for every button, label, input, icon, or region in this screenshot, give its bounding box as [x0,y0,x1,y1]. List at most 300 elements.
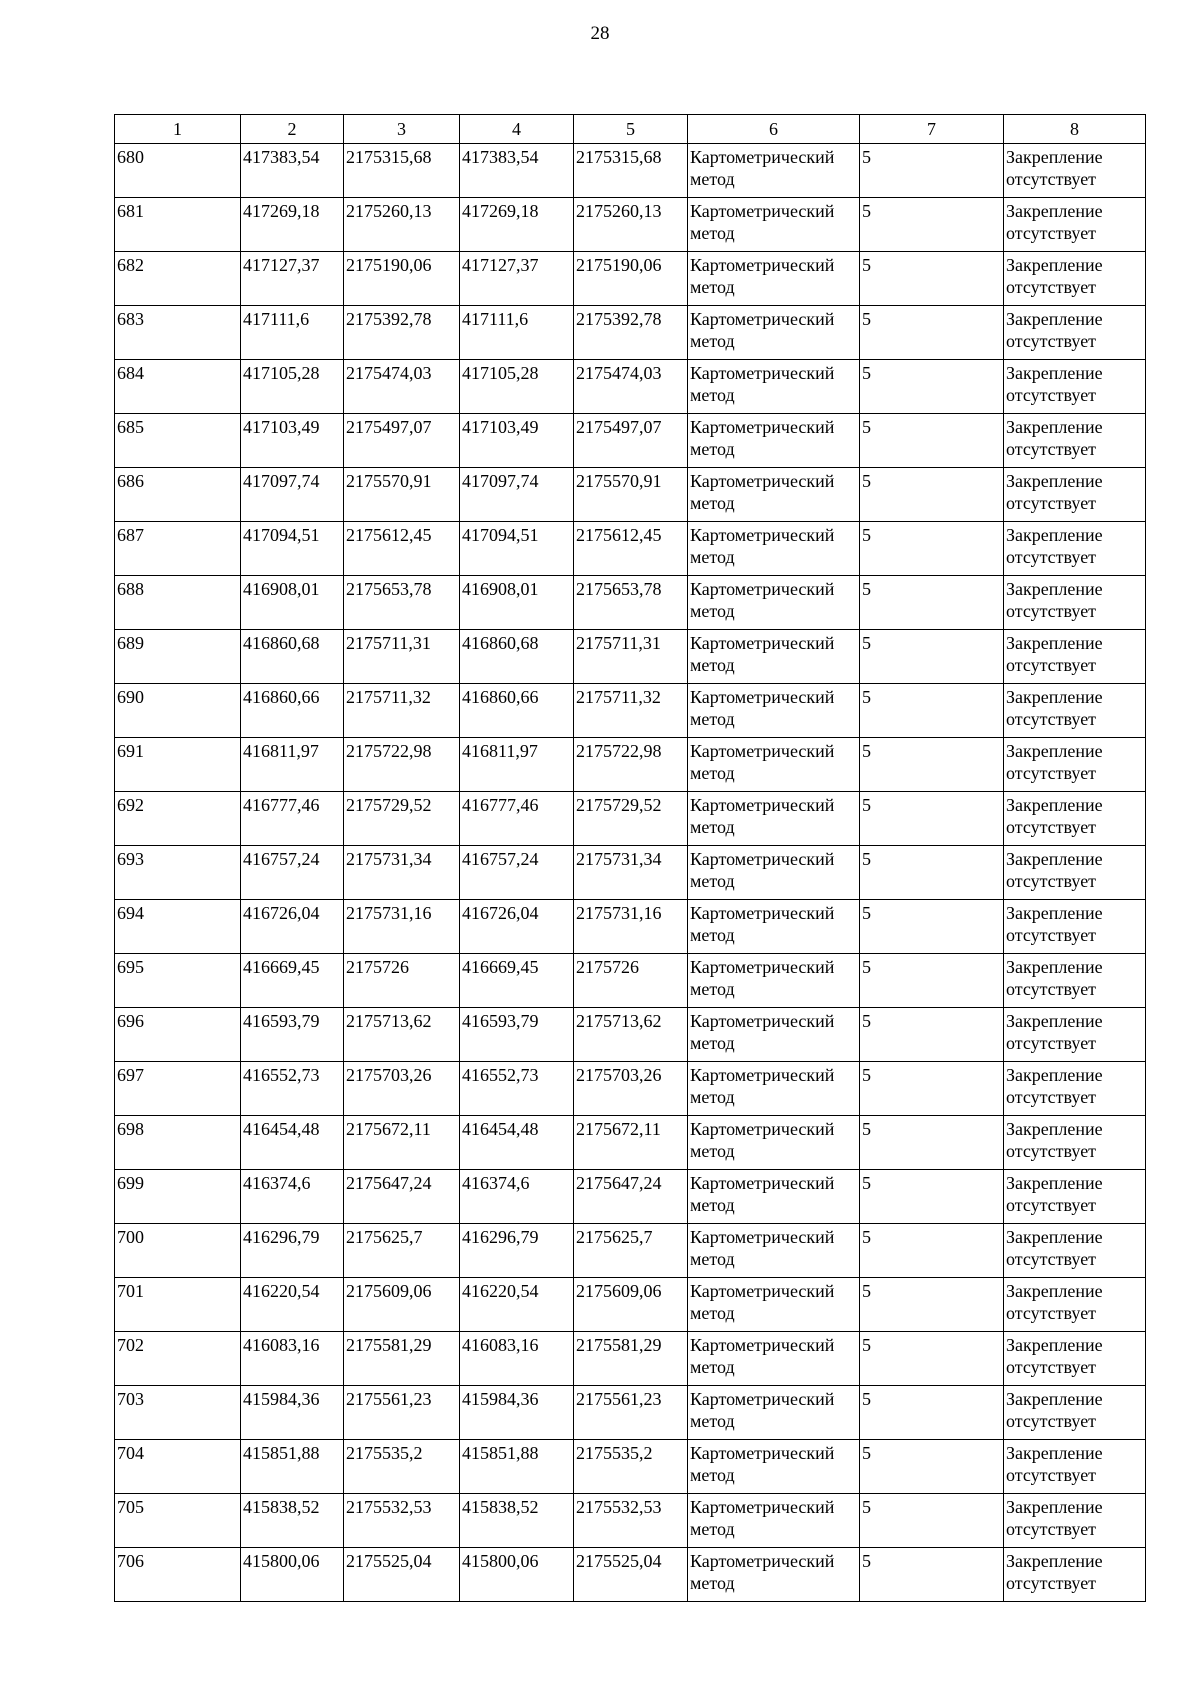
method-cell-line-1: Картометрический [690,579,835,599]
header-cell-1: 1 [115,115,241,144]
fixing-cell-line-1: Закрепление [1006,417,1103,437]
method-cell [688,360,860,414]
y-coord-cell: 2175581,29 [344,1332,460,1386]
y-coord-2-cell: 2175525,04 [574,1548,688,1602]
fixing-cell-line-2: отсутствует [1006,1303,1097,1323]
method-cell-line-1: Картометрический [690,1281,835,1301]
accuracy-cell: 5 [860,1440,1004,1494]
point-number-cell: 701 [115,1278,241,1332]
method-cell-line-2: метод [690,1303,735,1323]
fixing-cell-line-1: Закрепление [1006,1065,1103,1085]
x-coord-2-cell: 416296,79 [460,1224,574,1278]
accuracy-cell: 5 [860,1170,1004,1224]
point-number-cell: 693 [115,846,241,900]
x-coord-2-cell: 416860,68 [460,630,574,684]
table-row [115,738,1146,792]
method-cell [688,1440,860,1494]
point-number-cell: 695 [115,954,241,1008]
x-coord-cell: 417111,6 [241,306,344,360]
method-cell [688,1278,860,1332]
point-number-cell: 704 [115,1440,241,1494]
fixing-cell-line-1: Закрепление [1006,1173,1103,1193]
method-cell-line-1: Картометрический [690,201,835,221]
fixing-cell-line-1: Закрепление [1006,201,1103,221]
fixing-cell-line-2: отсутствует [1006,709,1097,729]
x-coord-cell: 417097,74 [241,468,344,522]
method-cell-line-2: метод [690,1141,735,1161]
method-cell-line-1: Картометрический [690,309,835,329]
y-coord-2-cell: 2175731,16 [574,900,688,954]
table-row [115,1440,1146,1494]
x-coord-2-cell: 416669,45 [460,954,574,1008]
fixing-cell [1004,306,1146,360]
accuracy-cell: 5 [860,1386,1004,1440]
accuracy-cell: 5 [860,1494,1004,1548]
fixing-cell-line-1: Закрепление [1006,1443,1103,1463]
fixing-cell [1004,414,1146,468]
point-number-cell: 688 [115,576,241,630]
method-cell [688,630,860,684]
fixing-cell-line-2: отсутствует [1006,439,1097,459]
fixing-cell [1004,1278,1146,1332]
header-cell-8: 8 [1004,115,1146,144]
table-row [115,144,1146,198]
point-number-cell: 684 [115,360,241,414]
method-cell [688,1224,860,1278]
x-coord-2-cell: 417103,49 [460,414,574,468]
x-coord-cell: 416454,48 [241,1116,344,1170]
table-row [115,1494,1146,1548]
header-cell-6: 6 [688,115,860,144]
method-cell [688,792,860,846]
point-number-cell: 691 [115,738,241,792]
fixing-cell [1004,1332,1146,1386]
fixing-cell [1004,954,1146,1008]
fixing-cell-line-2: отсутствует [1006,331,1097,351]
table-row [115,1548,1146,1602]
method-cell-line-2: метод [690,277,735,297]
method-cell [688,684,860,738]
y-coord-cell: 2175731,16 [344,900,460,954]
fixing-cell-line-2: отсутствует [1006,1087,1097,1107]
y-coord-2-cell: 2175474,03 [574,360,688,414]
x-coord-2-cell: 417105,28 [460,360,574,414]
fixing-cell-line-2: отсутствует [1006,547,1097,567]
y-coord-2-cell: 2175625,7 [574,1224,688,1278]
method-cell-line-1: Картометрический [690,687,835,707]
table-row [115,684,1146,738]
method-cell-line-1: Картометрический [690,849,835,869]
accuracy-cell: 5 [860,522,1004,576]
method-cell-line-2: метод [690,763,735,783]
method-cell-line-2: метод [690,979,735,999]
point-number-cell: 702 [115,1332,241,1386]
page-number: 28 [590,23,610,44]
x-coord-2-cell: 416811,97 [460,738,574,792]
accuracy-cell: 5 [860,360,1004,414]
y-coord-cell: 2175609,06 [344,1278,460,1332]
method-cell-line-2: метод [690,1087,735,1107]
accuracy-cell: 5 [860,198,1004,252]
y-coord-2-cell: 2175711,32 [574,684,688,738]
fixing-cell-line-1: Закрепление [1006,957,1103,977]
fixing-cell-line-1: Закрепление [1006,1119,1103,1139]
table-row [115,1278,1146,1332]
method-cell-line-1: Картометрический [690,633,835,653]
method-cell-line-1: Картометрический [690,741,835,761]
method-cell-line-2: метод [690,493,735,513]
x-coord-cell: 415851,88 [241,1440,344,1494]
method-cell-line-1: Картометрический [690,1065,835,1085]
coordinates-table [114,114,1146,1602]
x-coord-cell: 417269,18 [241,198,344,252]
y-coord-2-cell: 2175729,52 [574,792,688,846]
fixing-cell-line-2: отсутствует [1006,817,1097,837]
accuracy-cell: 5 [860,468,1004,522]
x-coord-2-cell: 417094,51 [460,522,574,576]
y-coord-2-cell: 2175535,2 [574,1440,688,1494]
fixing-cell-line-2: отсутствует [1006,1141,1097,1161]
y-coord-cell: 2175561,23 [344,1386,460,1440]
y-coord-cell: 2175653,78 [344,576,460,630]
point-number-cell: 694 [115,900,241,954]
table-row [115,1332,1146,1386]
method-cell [688,576,860,630]
method-cell-line-1: Картометрический [690,1011,835,1031]
fixing-cell-line-2: отсутствует [1006,1465,1097,1485]
method-cell [688,522,860,576]
y-coord-cell: 2175672,11 [344,1116,460,1170]
fixing-cell-line-2: отсутствует [1006,1573,1097,1593]
y-coord-2-cell: 2175726 [574,954,688,1008]
method-cell [688,738,860,792]
y-coord-cell: 2175570,91 [344,468,460,522]
fixing-cell-line-2: отсутствует [1006,871,1097,891]
point-number-cell: 696 [115,1008,241,1062]
fixing-cell-line-1: Закрепление [1006,687,1103,707]
accuracy-cell: 5 [860,846,1004,900]
fixing-cell [1004,1062,1146,1116]
header-cell-5: 5 [574,115,688,144]
method-cell-line-1: Картометрический [690,1173,835,1193]
header-cell-4: 4 [460,115,574,144]
table-row [115,306,1146,360]
accuracy-cell: 5 [860,1224,1004,1278]
x-coord-cell: 416593,79 [241,1008,344,1062]
y-coord-2-cell: 2175561,23 [574,1386,688,1440]
x-coord-2-cell: 417097,74 [460,468,574,522]
fixing-cell [1004,1494,1146,1548]
point-number-cell: 690 [115,684,241,738]
x-coord-2-cell: 415838,52 [460,1494,574,1548]
x-coord-cell: 416726,04 [241,900,344,954]
y-coord-2-cell: 2175570,91 [574,468,688,522]
method-cell-line-1: Картометрический [690,903,835,923]
point-number-cell: 699 [115,1170,241,1224]
accuracy-cell: 5 [860,738,1004,792]
table-row [115,954,1146,1008]
method-cell-line-2: метод [690,439,735,459]
method-cell [688,1008,860,1062]
method-cell-line-2: метод [690,925,735,945]
fixing-cell [1004,522,1146,576]
x-coord-2-cell: 415800,06 [460,1548,574,1602]
x-coord-cell: 417105,28 [241,360,344,414]
accuracy-cell: 5 [860,900,1004,954]
accuracy-cell: 5 [860,252,1004,306]
x-coord-2-cell: 416777,46 [460,792,574,846]
method-cell-line-1: Картометрический [690,525,835,545]
accuracy-cell: 5 [860,306,1004,360]
x-coord-2-cell: 415851,88 [460,1440,574,1494]
fixing-cell-line-2: отсутствует [1006,1519,1097,1539]
accuracy-cell: 5 [860,414,1004,468]
point-number-cell: 680 [115,144,241,198]
method-cell [688,1062,860,1116]
point-number-cell: 700 [115,1224,241,1278]
method-cell-line-1: Картометрический [690,1389,835,1409]
x-coord-2-cell: 416757,24 [460,846,574,900]
method-cell-line-1: Картометрический [690,1551,835,1571]
fixing-cell-line-2: отсутствует [1006,925,1097,945]
fixing-cell-line-2: отсутствует [1006,979,1097,999]
fixing-cell [1004,1440,1146,1494]
fixing-cell-line-1: Закрепление [1006,309,1103,329]
point-number-cell: 686 [115,468,241,522]
header-cell-3: 3 [344,115,460,144]
table-row [115,468,1146,522]
table-row [115,630,1146,684]
fixing-cell-line-1: Закрепление [1006,525,1103,545]
fixing-cell-line-1: Закрепление [1006,1227,1103,1247]
y-coord-cell: 2175713,62 [344,1008,460,1062]
fixing-cell-line-2: отсутствует [1006,277,1097,297]
fixing-cell-line-2: отсутствует [1006,223,1097,243]
fixing-cell [1004,792,1146,846]
fixing-cell-line-1: Закрепление [1006,579,1103,599]
x-coord-cell: 417127,37 [241,252,344,306]
y-coord-2-cell: 2175392,78 [574,306,688,360]
table-row [115,792,1146,846]
fixing-cell-line-2: отсутствует [1006,601,1097,621]
fixing-cell-line-1: Закрепление [1006,363,1103,383]
point-number-cell: 705 [115,1494,241,1548]
fixing-cell-line-2: отсутствует [1006,1249,1097,1269]
fixing-cell-line-1: Закрепление [1006,1497,1103,1517]
method-cell-line-2: метод [690,601,735,621]
x-coord-2-cell: 416220,54 [460,1278,574,1332]
x-coord-2-cell: 416454,48 [460,1116,574,1170]
x-coord-cell: 416860,66 [241,684,344,738]
fixing-cell [1004,144,1146,198]
x-coord-cell: 416669,45 [241,954,344,1008]
method-cell-line-1: Картометрический [690,147,835,167]
x-coord-2-cell: 416552,73 [460,1062,574,1116]
fixing-cell [1004,576,1146,630]
method-cell [688,468,860,522]
fixing-cell [1004,198,1146,252]
method-cell-line-2: метод [690,1249,735,1269]
x-coord-cell: 416552,73 [241,1062,344,1116]
table-row [115,846,1146,900]
fixing-cell-line-2: отсутствует [1006,1411,1097,1431]
point-number-cell: 703 [115,1386,241,1440]
fixing-cell [1004,684,1146,738]
accuracy-cell: 5 [860,1278,1004,1332]
header-cell-7: 7 [860,115,1004,144]
method-cell-line-2: метод [690,1195,735,1215]
method-cell-line-2: метод [690,1465,735,1485]
y-coord-cell: 2175190,06 [344,252,460,306]
method-cell-line-1: Картометрический [690,255,835,275]
fixing-cell-line-2: отсутствует [1006,493,1097,513]
method-cell [688,1548,860,1602]
method-cell-line-1: Картометрический [690,1335,835,1355]
method-cell-line-2: метод [690,547,735,567]
x-coord-2-cell: 417269,18 [460,198,574,252]
x-coord-cell: 417103,49 [241,414,344,468]
y-coord-2-cell: 2175532,53 [574,1494,688,1548]
point-number-cell: 689 [115,630,241,684]
x-coord-2-cell: 416083,16 [460,1332,574,1386]
accuracy-cell: 5 [860,792,1004,846]
accuracy-cell: 5 [860,1116,1004,1170]
table-row [115,198,1146,252]
accuracy-cell: 5 [860,1548,1004,1602]
y-coord-2-cell: 2175722,98 [574,738,688,792]
method-cell [688,414,860,468]
fixing-cell [1004,1548,1146,1602]
fixing-cell-line-1: Закрепление [1006,741,1103,761]
fixing-cell [1004,360,1146,414]
y-coord-cell: 2175532,53 [344,1494,460,1548]
y-coord-cell: 2175474,03 [344,360,460,414]
fixing-cell-line-1: Закрепление [1006,1551,1103,1571]
x-coord-cell: 417094,51 [241,522,344,576]
fixing-cell [1004,846,1146,900]
y-coord-2-cell: 2175581,29 [574,1332,688,1386]
fixing-cell-line-1: Закрепление [1006,633,1103,653]
fixing-cell [1004,1116,1146,1170]
fixing-cell-line-2: отсутствует [1006,763,1097,783]
method-cell [688,900,860,954]
method-cell-line-2: метод [690,1411,735,1431]
y-coord-2-cell: 2175612,45 [574,522,688,576]
method-cell [688,954,860,1008]
method-cell [688,1386,860,1440]
table-row [115,1116,1146,1170]
fixing-cell-line-1: Закрепление [1006,795,1103,815]
method-cell-line-2: метод [690,223,735,243]
header-cell-2: 2 [241,115,344,144]
fixing-cell [1004,1170,1146,1224]
fixing-cell [1004,900,1146,954]
method-cell-line-2: метод [690,385,735,405]
method-cell-line-1: Картометрический [690,957,835,977]
method-cell-line-2: метод [690,1033,735,1053]
x-coord-cell: 415984,36 [241,1386,344,1440]
method-cell [688,1332,860,1386]
x-coord-2-cell: 417383,54 [460,144,574,198]
point-number-cell: 683 [115,306,241,360]
y-coord-cell: 2175731,34 [344,846,460,900]
fixing-cell [1004,468,1146,522]
x-coord-cell: 416220,54 [241,1278,344,1332]
method-cell [688,1116,860,1170]
y-coord-2-cell: 2175315,68 [574,144,688,198]
accuracy-cell: 5 [860,576,1004,630]
method-cell-line-1: Картометрический [690,1443,835,1463]
y-coord-2-cell: 2175711,31 [574,630,688,684]
x-coord-cell: 416777,46 [241,792,344,846]
table-row [115,1386,1146,1440]
x-coord-2-cell: 416860,66 [460,684,574,738]
fixing-cell-line-2: отсутствует [1006,385,1097,405]
x-coord-2-cell: 416726,04 [460,900,574,954]
fixing-cell [1004,1008,1146,1062]
point-number-cell: 682 [115,252,241,306]
y-coord-cell: 2175535,2 [344,1440,460,1494]
fixing-cell [1004,1224,1146,1278]
x-coord-2-cell: 416908,01 [460,576,574,630]
method-cell [688,1170,860,1224]
method-cell-line-2: метод [690,871,735,891]
y-coord-2-cell: 2175713,62 [574,1008,688,1062]
method-cell-line-2: метод [690,1573,735,1593]
y-coord-cell: 2175260,13 [344,198,460,252]
x-coord-cell: 416083,16 [241,1332,344,1386]
x-coord-2-cell: 415984,36 [460,1386,574,1440]
table-row [115,1008,1146,1062]
table-row [115,252,1146,306]
fixing-cell-line-2: отсутствует [1006,1195,1097,1215]
x-coord-cell: 416757,24 [241,846,344,900]
fixing-cell-line-1: Закрепление [1006,1281,1103,1301]
fixing-cell-line-1: Закрепление [1006,147,1103,167]
fixing-cell [1004,1386,1146,1440]
table-header [115,115,1146,144]
y-coord-cell: 2175703,26 [344,1062,460,1116]
fixing-cell [1004,252,1146,306]
fixing-cell-line-2: отсутствует [1006,655,1097,675]
fixing-cell-line-1: Закрепление [1006,1011,1103,1031]
y-coord-cell: 2175612,45 [344,522,460,576]
y-coord-cell: 2175315,68 [344,144,460,198]
point-number-cell: 698 [115,1116,241,1170]
accuracy-cell: 5 [860,954,1004,1008]
fixing-cell-line-1: Закрепление [1006,903,1103,923]
y-coord-2-cell: 2175731,34 [574,846,688,900]
table-row [115,1224,1146,1278]
y-coord-2-cell: 2175609,06 [574,1278,688,1332]
point-number-cell: 697 [115,1062,241,1116]
accuracy-cell: 5 [860,684,1004,738]
point-number-cell: 687 [115,522,241,576]
fixing-cell-line-2: отсутствует [1006,169,1097,189]
y-coord-2-cell: 2175647,24 [574,1170,688,1224]
y-coord-cell: 2175497,07 [344,414,460,468]
fixing-cell [1004,630,1146,684]
y-coord-cell: 2175647,24 [344,1170,460,1224]
table-row [115,360,1146,414]
y-coord-2-cell: 2175703,26 [574,1062,688,1116]
fixing-cell-line-1: Закрепление [1006,255,1103,275]
method-cell-line-1: Картометрический [690,795,835,815]
method-cell-line-1: Картометрический [690,417,835,437]
table-row [115,900,1146,954]
method-cell-line-1: Картометрический [690,1227,835,1247]
x-coord-cell: 415838,52 [241,1494,344,1548]
